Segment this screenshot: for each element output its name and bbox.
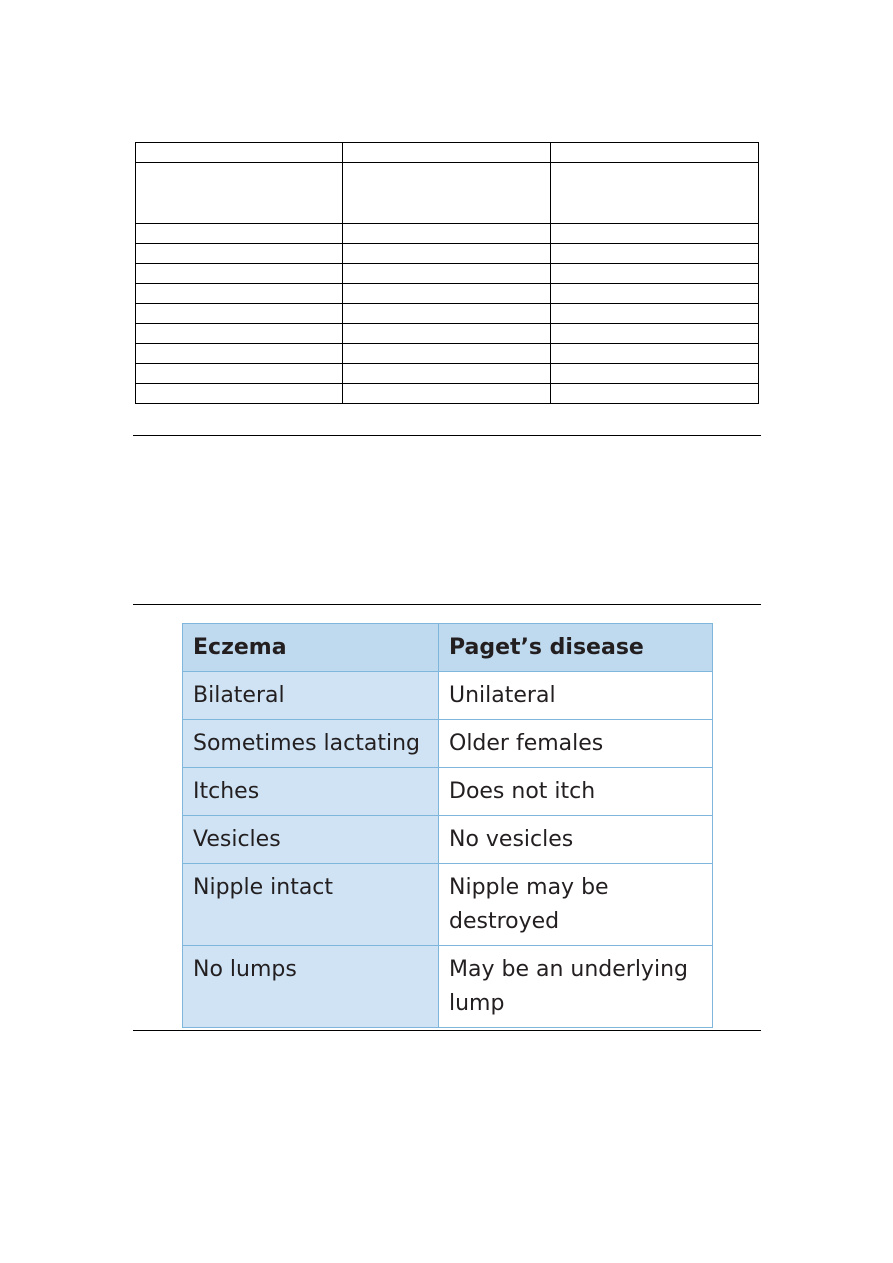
table-cell (551, 143, 759, 163)
table-row (136, 143, 759, 163)
table-row (136, 224, 759, 244)
table-row (136, 344, 759, 364)
table-row (183, 720, 713, 768)
divider-line (133, 604, 761, 605)
header-pagets-disease: Paget’s disease (439, 624, 713, 672)
table-row (136, 384, 759, 404)
eczema-cell: Nipple intact (183, 864, 439, 946)
pagets-cell: May be an underlying lump (439, 946, 713, 1028)
table-cell (343, 284, 551, 304)
eczema-cell: Itches (183, 768, 439, 816)
eczema-cell: Bilateral (183, 672, 439, 720)
table-cell (551, 244, 759, 264)
table-cell (343, 244, 551, 264)
table-row (136, 264, 759, 284)
table-cell (551, 224, 759, 244)
table-cell (343, 304, 551, 324)
table-cell (551, 264, 759, 284)
table-cell (551, 324, 759, 344)
table-cell (136, 224, 343, 244)
table-cell (136, 264, 343, 284)
table-cell (551, 163, 759, 224)
divider-line (133, 435, 761, 436)
divider-line (133, 1030, 761, 1031)
table-cell (551, 344, 759, 364)
table-row (183, 946, 713, 1028)
table-cell (136, 244, 343, 264)
empty-grid-table (135, 142, 759, 404)
eczema-cell: Vesicles (183, 816, 439, 864)
table-cell (343, 364, 551, 384)
table-cell (343, 143, 551, 163)
pagets-cell: Nipple may be destroyed (439, 864, 713, 946)
eczema-cell: Sometimes lactating (183, 720, 439, 768)
table-cell (551, 384, 759, 404)
comparison-table-container (182, 623, 712, 1016)
table-row (136, 304, 759, 324)
table-header-row (183, 624, 713, 672)
table-cell (136, 324, 343, 344)
table-row (136, 364, 759, 384)
table-cell (136, 284, 343, 304)
table-cell (551, 364, 759, 384)
table-cell (136, 163, 343, 224)
table-row (183, 864, 713, 946)
table-row (183, 672, 713, 720)
table-cell (136, 304, 343, 324)
table-cell (136, 384, 343, 404)
table-cell (343, 324, 551, 344)
header-eczema: Eczema (183, 624, 439, 672)
eczema-vs-pagets-table (182, 623, 713, 1028)
table-cell (343, 264, 551, 284)
table-cell (136, 344, 343, 364)
table-row (183, 768, 713, 816)
table-cell (343, 344, 551, 364)
pagets-cell: Does not itch (439, 768, 713, 816)
table-cell (551, 304, 759, 324)
table-cell (343, 224, 551, 244)
pagets-cell: No vesicles (439, 816, 713, 864)
table-cell (343, 163, 551, 224)
table-row (136, 163, 759, 224)
table-cell (551, 284, 759, 304)
table-cell (136, 143, 343, 163)
table-cell (343, 384, 551, 404)
table-row (183, 816, 713, 864)
eczema-cell: No lumps (183, 946, 439, 1028)
pagets-cell: Older females (439, 720, 713, 768)
table-row (136, 324, 759, 344)
table-row (136, 244, 759, 264)
table-cell (136, 364, 343, 384)
table-row (136, 284, 759, 304)
pagets-cell: Unilateral (439, 672, 713, 720)
